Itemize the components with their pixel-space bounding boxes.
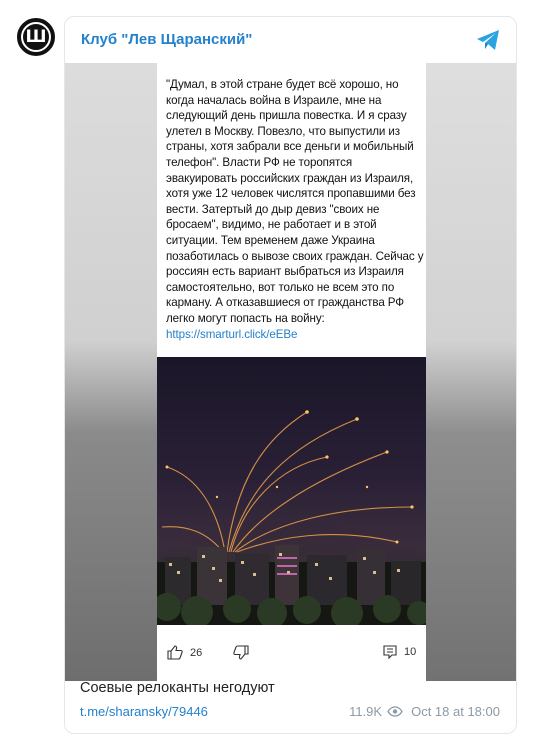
message-card <box>64 16 517 734</box>
message-meta <box>349 704 500 719</box>
avatar-letter: Ш <box>21 22 51 52</box>
night-sky-photo <box>157 357 426 625</box>
media-preview[interactable] <box>65 63 517 681</box>
thumbs-down-icon <box>233 645 249 660</box>
message-caption: Соевые релоканты негодуют <box>80 680 275 696</box>
comment-count: 10 <box>404 646 417 658</box>
media-blur-left <box>65 63 157 681</box>
post-link[interactable]: https://smarturl.click/eEBe <box>166 327 298 341</box>
post-text-block <box>166 77 424 342</box>
dislike-reaction[interactable] <box>233 645 256 660</box>
telegram-icon[interactable] <box>476 29 500 51</box>
channel-avatar[interactable] <box>17 18 55 56</box>
comment-icon <box>383 645 397 659</box>
message-header <box>65 17 516 63</box>
post-reactions-bar <box>157 627 426 681</box>
interceptor-trails-illustration <box>157 357 426 625</box>
view-count: 11.9K <box>349 704 383 719</box>
post-permalink[interactable]: t.me/sharansky/79446 <box>80 704 208 719</box>
channel-name-link[interactable]: Клуб "Лев Щаранский" <box>81 31 253 48</box>
post-body-text: "Думал, в этой стране будет всё хорошо, но когда началась война в Израиле, мне на следующий день пришла повестка. И я сразу улетел в Москву. Повезло, что выпустили из страны, хотя забрали все деньги и мобильный телефон". Власти РФ не торопятся эвакуировать российских граждан из Израиля, хотя уже 12 человек числятся пропавшими без вести. Затертый до дыр девиз "своих не бросаем", видимо, не работает и в этой ситуации. Тем временем даже Украина позаботилась о вывозе своих граждан. Сейчас у россиян есть вариант выбраться из Израиля самостоятельно, вот только не всем это по карману. А отказавшиеся от гражданства РФ легко могут попасть на войну: <box>166 78 424 325</box>
eye-icon <box>387 706 403 717</box>
like-reaction[interactable] <box>167 645 202 660</box>
message-date-link[interactable]: Oct 18 at 18:00 <box>411 704 500 719</box>
embedded-post-screenshot <box>157 63 426 681</box>
comments-reaction[interactable] <box>383 645 416 659</box>
media-blur-right <box>426 63 517 681</box>
like-count: 26 <box>190 646 203 659</box>
thumbs-up-icon <box>167 645 183 660</box>
